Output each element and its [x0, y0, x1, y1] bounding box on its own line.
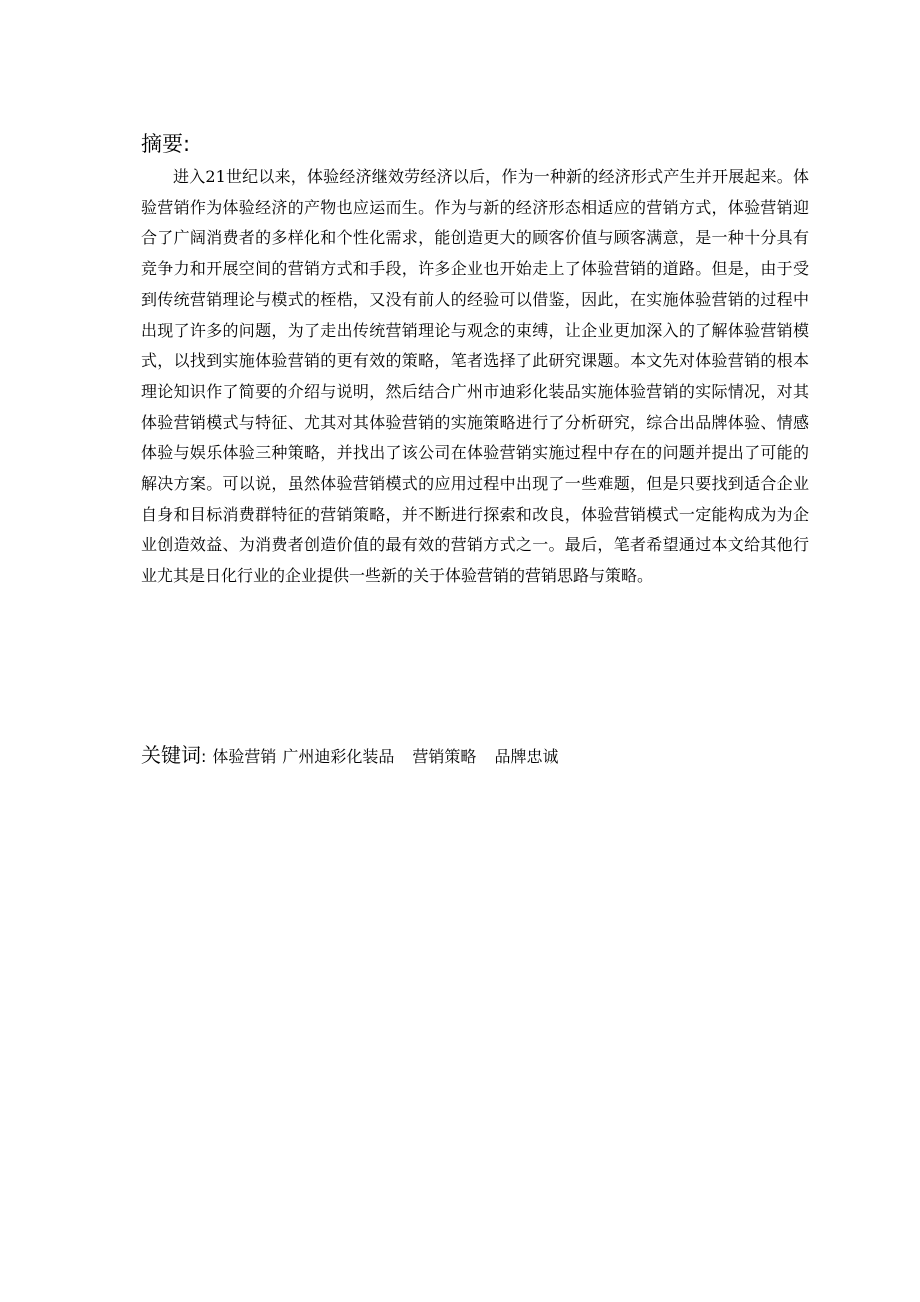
- keywords-line: [141, 738, 558, 775]
- abstract-heading: 摘要:: [141, 132, 191, 156]
- keywords-colon: :: [201, 747, 207, 766]
- abstract-body: 进入21世纪以来，体验经济继效劳经济以后，作为一种新的经济形式产生并开展起来。体验营销作为体验经济的产物也应运而生。作为与新的经济形态相适应的营销方式，体验营销迎合了广阔消费者的多样化和个性化需求，能创造更大的顾客价值与顾客满意，是一种十分具有竞争力和开展空间的营销方式和手段，许多企业也开始走上了体验营销的道路。但是，由于受到传统营销理论与模式的桎梏，又没有前人的经验可以借鉴，因此，在实施体验营销的过程中出现了许多的问题，为了走出传统营销理论与观念的束缚，让企业更加深入的了解体验营销模式，以找到实施体验营销的更有效的策略，笔者选择了此研究课题。本文先对体验营销的根本理论知识作了简要的介绍与说明，然后结合广州市迪彩化装品实施体验营销的实际情况，对其体验营销模式与特征、尤其对其体验营销的实施策略进行了分析研究，综合出品牌体验、情感体验与娱乐体验三种策略，并找出了该公司在体验营销实施过程中存在的问题并提出了可能的解决方案。可以说，虽然体验营销模式的应用过程中出现了一些难题，但是只要找到适合企业自身和目标消费群特征的营销策略，并不断进行探索和改良，体验营销模式一定能构成为为企业创造效益、为消费者创造价值的最有效的营销方式之一。最后，笔者希望通过本文给其他行业尤其是日化行业的企业提供一些新的关于体验营销的营销思路与策略。: [141, 167, 809, 586]
- keywords-label: 关键词: [141, 743, 201, 767]
- keyword-item: 广州迪彩化装品: [282, 747, 395, 766]
- keyword-item: 营销策略: [412, 747, 477, 766]
- keyword-item: 体验营销: [212, 747, 277, 766]
- keyword-item: 品牌忠诚: [494, 747, 559, 766]
